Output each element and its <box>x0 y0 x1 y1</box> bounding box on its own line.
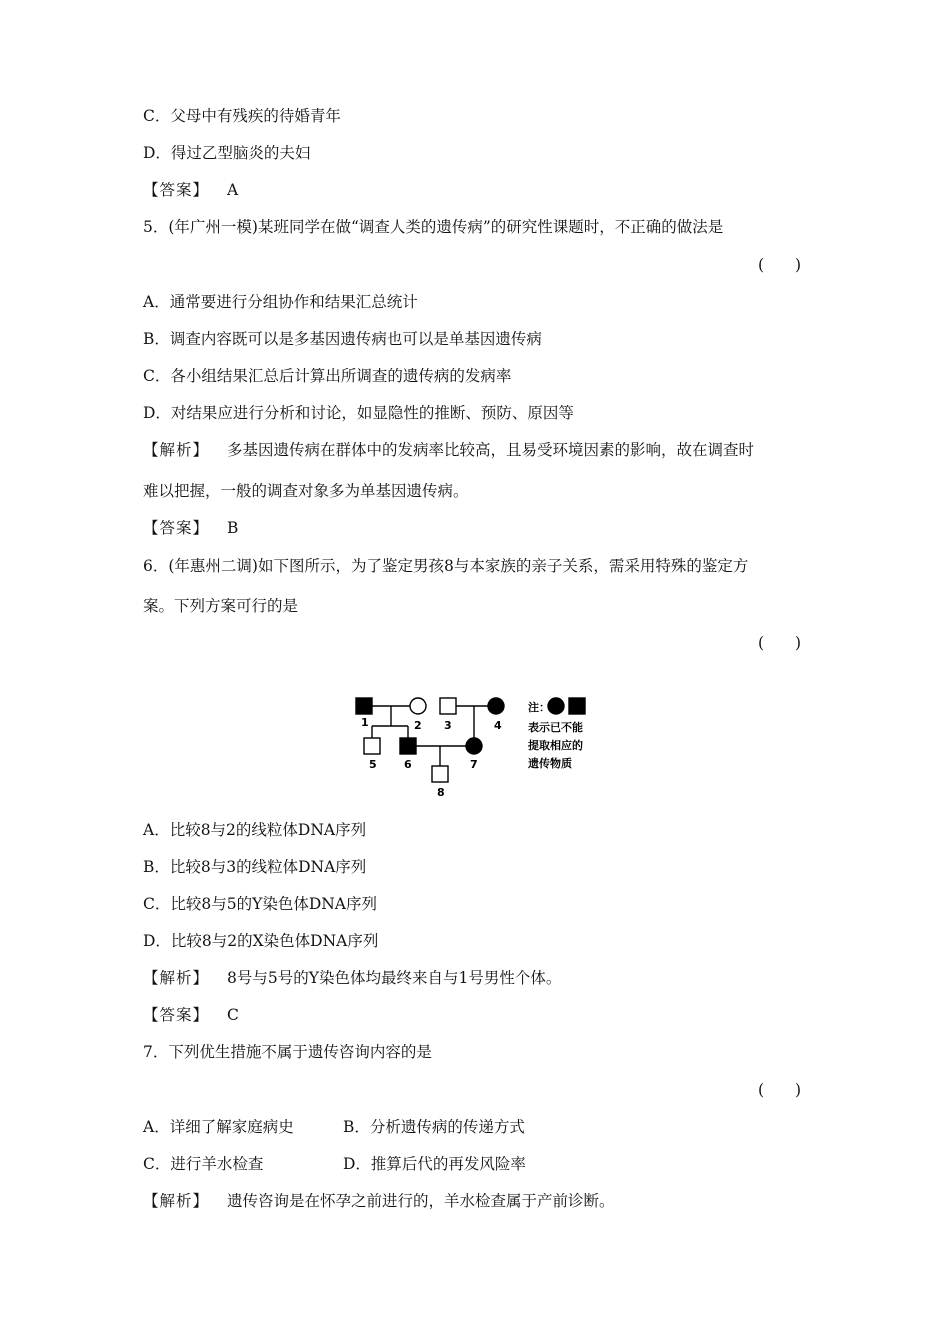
q5-answer-blank: ( ) <box>758 256 802 274</box>
answer-tag: 【答案】 <box>143 1006 210 1024</box>
individual-8-male <box>432 766 448 782</box>
q5-option-b: B．调查内容既可以是多基因遗传病也可以是单基因遗传病 <box>143 330 542 348</box>
q4-option-c: C．父母中有残疾的待婚青年 <box>143 107 341 125</box>
answer-value: A <box>227 181 239 199</box>
label-2: 2 <box>414 719 422 732</box>
label-5: 5 <box>369 758 377 771</box>
label-7: 7 <box>470 758 478 771</box>
label-8: 8 <box>437 786 445 799</box>
answer-tag: 【答案】 <box>143 181 210 199</box>
legend-line-2: 提取相应的 <box>528 739 583 752</box>
q5-analysis <box>143 440 754 460</box>
analysis-text: 多基因遗传病在群体中的发病率比较高，且易受环境因素的影响，故在调查时 <box>227 441 755 459</box>
q5-stem: 5．(年广州一模)某班同学在做“调查人类的遗传病”的研究性课题时，不正确的做法是 <box>143 218 724 236</box>
legend-title: 注： <box>528 701 550 714</box>
analysis-tag: 【解析】 <box>143 1192 210 1210</box>
label-3: 3 <box>444 719 452 732</box>
individual-6-affected-male <box>400 738 416 754</box>
analysis-text: 遗传咨询是在怀孕之前进行的，羊水检查属于产前诊断。 <box>227 1192 615 1210</box>
legend-affected-male-symbol <box>569 698 585 714</box>
individual-1-affected-male <box>356 698 372 714</box>
q6-option-d: D．比较8与2的X染色体DNA序列 <box>143 932 379 950</box>
analysis-text: 8号与5号的Y染色体均最终来自与1号男性个体。 <box>227 969 562 987</box>
pedigree-diagram <box>350 688 610 800</box>
q7-option-c: C．进行羊水检查 <box>143 1155 264 1173</box>
individual-2-female <box>410 698 426 714</box>
legend-line-1: 表示已不能 <box>528 721 583 734</box>
q5-analysis-cont: 难以把握，一般的调查对象多为单基因遗传病。 <box>143 482 469 500</box>
q5-option-a: A．通常要进行分组协作和结果汇总统计 <box>143 293 418 311</box>
individual-5-male <box>364 738 380 754</box>
individual-4-affected-female <box>488 698 504 714</box>
q7-option-b: B．分析遗传病的传递方式 <box>343 1118 525 1136</box>
q7-stem: 7．下列优生措施不属于遗传咨询内容的是 <box>143 1043 432 1061</box>
q4-answer <box>143 180 238 200</box>
label-4: 4 <box>494 719 502 732</box>
q5-option-d: D．对结果应进行分析和讨论，如显隐性的推断、预防、原因等 <box>143 404 574 422</box>
q5-answer <box>143 518 238 538</box>
legend-affected-female-symbol <box>548 698 564 714</box>
q6-analysis <box>143 968 561 988</box>
answer-tag: 【答案】 <box>143 519 210 537</box>
q6-answer-blank: ( ) <box>758 634 802 652</box>
q7-option-a: A．详细了解家庭病史 <box>143 1118 294 1136</box>
q7-answer-blank: ( ) <box>758 1081 802 1099</box>
q6-option-c: C．比较8与5的Y染色体DNA序列 <box>143 895 377 913</box>
q6-option-a: A．比较8与2的线粒体DNA序列 <box>143 821 367 839</box>
label-1: 1 <box>361 716 369 729</box>
q7-analysis <box>143 1191 615 1211</box>
q6-option-b: B．比较8与3的线粒体DNA序列 <box>143 858 367 876</box>
q4-option-d: D．得过乙型脑炎的夫妇 <box>143 144 311 162</box>
individual-7-affected-female <box>466 738 482 754</box>
q7-option-d: D．推算后代的再发风险率 <box>343 1155 526 1173</box>
legend-line-3: 遗传物质 <box>528 757 572 770</box>
q6-stem: 6．(年惠州二调)如下图所示，为了鉴定男孩8与本家族的亲子关系，需采用特殊的鉴定方 <box>143 557 749 575</box>
analysis-tag: 【解析】 <box>143 969 210 987</box>
individual-3-male <box>440 698 456 714</box>
answer-value: C <box>227 1006 239 1024</box>
q5-option-c: C．各小组结果汇总后计算出所调查的遗传病的发病率 <box>143 367 512 385</box>
label-6: 6 <box>404 758 412 771</box>
analysis-tag: 【解析】 <box>143 441 210 459</box>
q6-answer <box>143 1005 239 1025</box>
q6-stem-cont: 案。下列方案可行的是 <box>143 597 299 615</box>
answer-value: B <box>227 519 239 537</box>
